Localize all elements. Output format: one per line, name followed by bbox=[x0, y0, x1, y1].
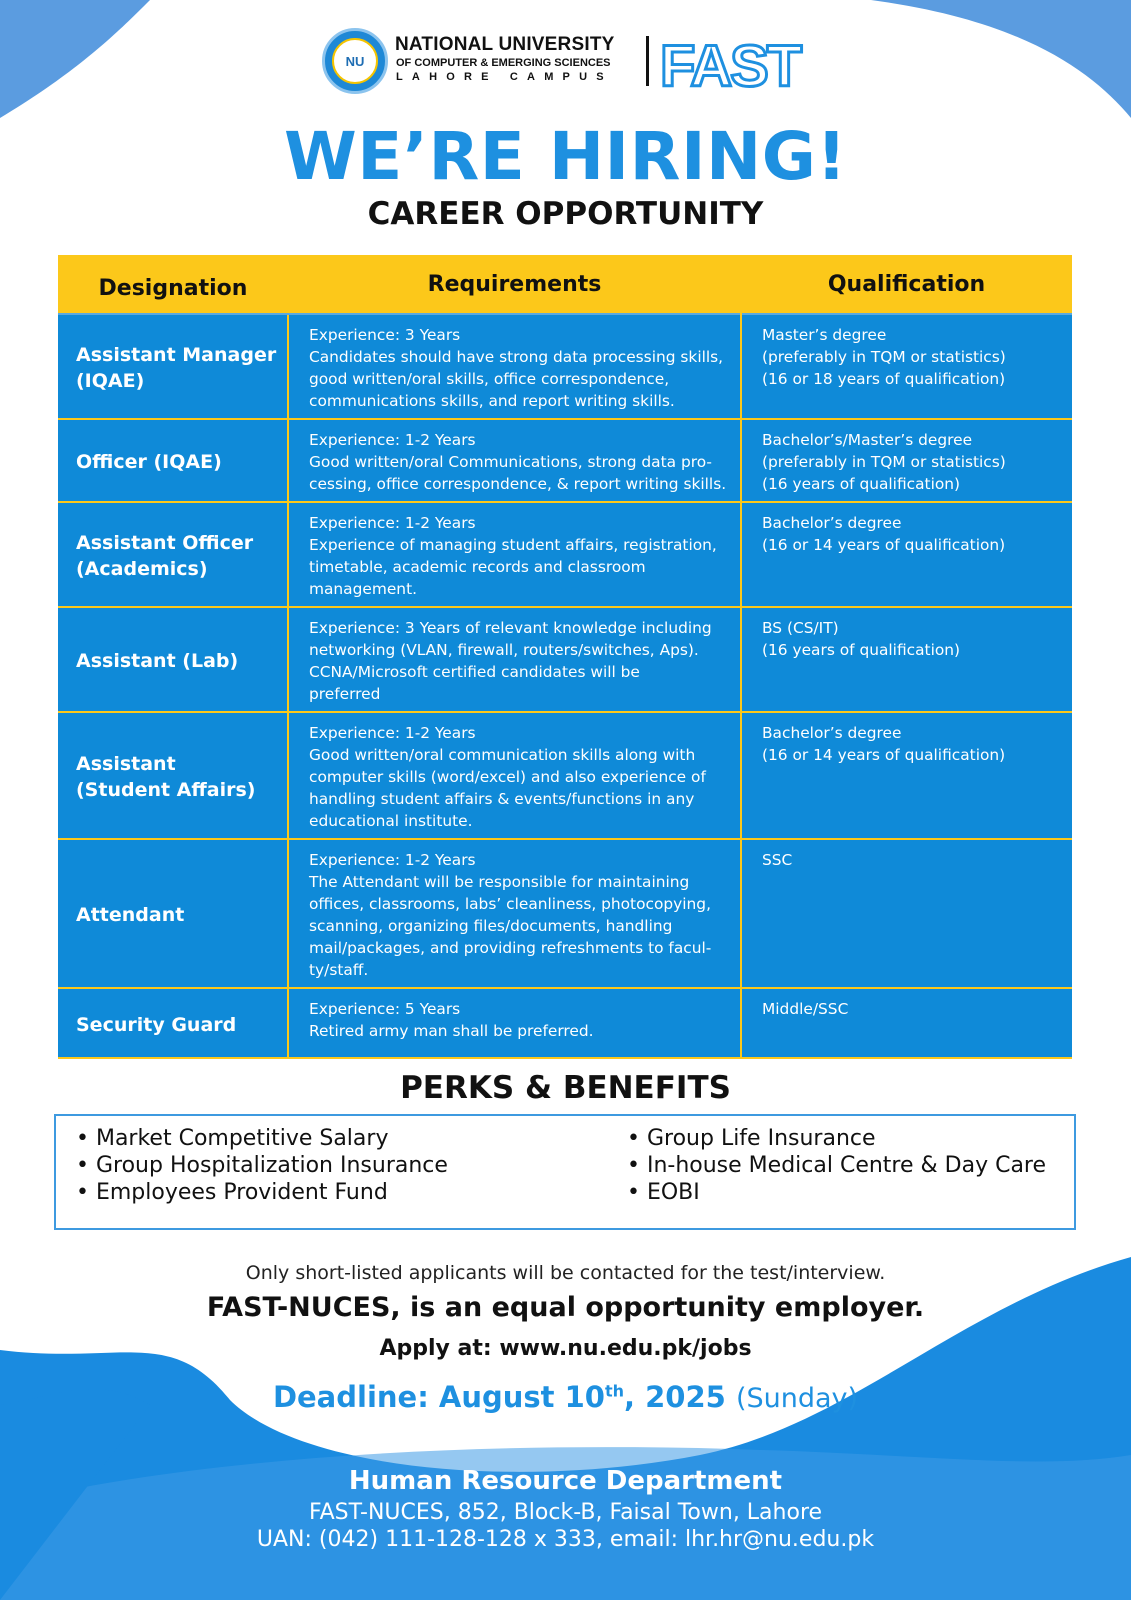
designation-cell bbox=[58, 419, 288, 502]
requirements-line: Good written/oral communication skills along with bbox=[309, 746, 696, 764]
designation-cell bbox=[58, 712, 288, 839]
header bbox=[0, 26, 1131, 98]
requirements-line: good written/oral skills, office correspondence, bbox=[309, 370, 670, 388]
table-row bbox=[58, 502, 1072, 607]
requirements-line: mail/packages, and providing refreshments to facul- bbox=[309, 939, 712, 957]
designation-line: (Student Affairs) bbox=[76, 779, 256, 801]
subheadline: CAREER OPPORTUNITY bbox=[367, 196, 764, 232]
perks-box bbox=[54, 1114, 1076, 1230]
qualification-cell bbox=[741, 419, 1072, 502]
deadline-date: Deadline: August 10 bbox=[272, 1380, 605, 1414]
qualification-line: Bachelor’s/Master’s degree bbox=[762, 431, 973, 449]
header-divider bbox=[646, 36, 649, 86]
requirements-cell bbox=[288, 607, 741, 712]
table-row bbox=[58, 712, 1072, 839]
requirements-line: Experience of managing student affairs, registration, bbox=[309, 536, 717, 554]
qualification-cell bbox=[741, 712, 1072, 839]
requirements-line: Experience: 3 Years bbox=[309, 326, 461, 344]
qualification-line: SSC bbox=[762, 851, 793, 869]
hr-department-title: Human Resource Department bbox=[348, 1466, 783, 1496]
requirements-line: management. bbox=[309, 580, 417, 598]
perk-item: • Market Competitive Salary bbox=[76, 1126, 389, 1151]
table-row bbox=[58, 839, 1072, 988]
apply-text[interactable]: Apply at: www.nu.edu.pk/jobs bbox=[379, 1336, 752, 1361]
requirements-line: preferred bbox=[309, 685, 381, 703]
column-header: Designation bbox=[58, 255, 288, 314]
designation-line: Assistant (Lab) bbox=[76, 650, 239, 672]
requirements-line: Candidates should have strong data processing skills, bbox=[309, 348, 724, 366]
shortlist-note: Only short-listed applicants will be contacted for the test/interview. bbox=[245, 1262, 886, 1284]
requirements-line: The Attendant will be responsible for maintaining bbox=[309, 873, 690, 891]
perk-item: • Group Hospitalization Insurance bbox=[76, 1153, 448, 1178]
campus-name: LAHORE CAMPUS bbox=[396, 71, 613, 83]
column-header: Qualification bbox=[741, 255, 1072, 314]
qualification-line: (16 or 18 years of qualification) bbox=[762, 370, 1006, 388]
qualification-line: Master’s degree bbox=[762, 326, 887, 344]
equal-opportunity-statement: FAST-NUCES, is an equal opportunity employer. bbox=[206, 1292, 925, 1323]
requirements-line: Good written/oral Communications, strong data pro- bbox=[309, 453, 712, 471]
table-row bbox=[58, 314, 1072, 419]
requirements-line: computer skills (word/excel) and also experience of bbox=[309, 768, 706, 786]
designation-line: Attendant bbox=[76, 904, 185, 926]
requirements-line: offices, classrooms, labs’ cleanliness, photocopying, bbox=[309, 895, 711, 913]
qualification-cell bbox=[741, 314, 1072, 419]
requirements-line: Experience: 1-2 Years bbox=[309, 514, 476, 532]
requirements-line: communications skills, and report writing skills. bbox=[309, 392, 675, 410]
hr-contact: UAN: (042) 111-128-128 x 333, email: lhr.hr@nu.edu.pk bbox=[256, 1527, 875, 1552]
deadline-year: , 2025 bbox=[624, 1380, 726, 1414]
fast-logo-icon bbox=[660, 38, 804, 94]
designation-cell bbox=[58, 607, 288, 712]
university-seal-icon bbox=[322, 28, 388, 94]
perk-item: • Employees Provident Fund bbox=[76, 1180, 388, 1205]
designation-cell bbox=[58, 314, 288, 419]
fast-logo-text: FAST bbox=[660, 38, 801, 94]
qualification-line: Bachelor’s degree bbox=[762, 724, 902, 742]
requirements-line: Retired army man shall be preferred. bbox=[309, 1022, 594, 1040]
requirements-line: handling student affairs & events/functions in any bbox=[309, 790, 695, 808]
requirements-line: Experience: 1-2 Years bbox=[309, 724, 476, 742]
university-subtitle: OF COMPUTER & EMERGING SCIENCES bbox=[396, 57, 611, 69]
qualification-line: (preferably in TQM or statistics) bbox=[762, 453, 1006, 471]
designation-cell bbox=[58, 502, 288, 607]
requirements-line: timetable, academic records and classroom bbox=[309, 558, 646, 576]
table-row bbox=[58, 419, 1072, 502]
designation-line: (IQAE) bbox=[76, 370, 145, 392]
requirements-line: Experience: 1-2 Years bbox=[309, 851, 476, 869]
designation-line: (Academics) bbox=[76, 558, 208, 580]
designation-cell bbox=[58, 988, 288, 1058]
requirements-line: Experience: 1-2 Years bbox=[309, 431, 476, 449]
requirements-line: cessing, office correspondence, & report writing skills. bbox=[309, 475, 727, 493]
hr-address: FAST-NUCES, 852, Block-B, Faisal Town, Lahore bbox=[308, 1500, 823, 1525]
requirements-line: CCNA/Microsoft certified candidates will be bbox=[309, 663, 640, 681]
requirements-cell bbox=[288, 712, 741, 839]
designation-cell bbox=[58, 839, 288, 988]
requirements-line: ty/staff. bbox=[309, 961, 369, 979]
designation-line: Assistant Manager bbox=[76, 344, 277, 366]
requirements-line: Experience: 3 Years of relevant knowledge including bbox=[309, 619, 712, 637]
qualification-line: (preferably in TQM or statistics) bbox=[762, 348, 1006, 366]
requirements-cell bbox=[288, 839, 741, 988]
qualification-line: BS (CS/IT) bbox=[762, 619, 839, 637]
qualification-cell bbox=[741, 839, 1072, 988]
table-header-row bbox=[58, 255, 1072, 314]
designation-line: Security Guard bbox=[76, 1013, 237, 1036]
designation-line: Assistant bbox=[76, 753, 176, 775]
university-name: NATIONAL UNIVERSITY bbox=[395, 34, 615, 55]
perk-item: • Group Life Insurance bbox=[627, 1126, 876, 1151]
qualification-line: (16 or 14 years of qualification) bbox=[762, 746, 1006, 764]
table-row bbox=[58, 988, 1072, 1058]
qualification-line: Middle/SSC bbox=[762, 1000, 849, 1018]
deadline-ordinal: th bbox=[604, 1381, 625, 1401]
qualification-cell bbox=[741, 502, 1072, 607]
qualification-line: Bachelor’s degree bbox=[762, 514, 902, 532]
table-row bbox=[58, 607, 1072, 712]
qualification-line: (16 years of qualification) bbox=[762, 475, 961, 493]
designation-line: Officer (IQAE) bbox=[76, 451, 222, 473]
perk-item: • EOBI bbox=[627, 1180, 700, 1205]
requirements-cell bbox=[288, 502, 741, 607]
requirements-line: educational institute. bbox=[309, 812, 473, 830]
requirements-line: networking (VLAN, firewall, routers/switches, Aps). bbox=[309, 641, 699, 659]
requirements-cell bbox=[288, 314, 741, 419]
qualification-line: (16 or 14 years of qualification) bbox=[762, 536, 1006, 554]
designation-line: Assistant Officer bbox=[76, 532, 254, 554]
perk-item: • In-house Medical Centre & Day Care bbox=[627, 1153, 1047, 1178]
perks-title: PERKS & BENEFITS bbox=[400, 1070, 731, 1106]
requirements-cell bbox=[288, 419, 741, 502]
deadline bbox=[0, 1380, 1131, 1414]
column-header: Requirements bbox=[288, 255, 741, 314]
jobs-table bbox=[58, 255, 1072, 1059]
requirements-line: scanning, organizing files/documents, handling bbox=[309, 917, 673, 935]
deadline-day: (Sunday) bbox=[735, 1383, 859, 1414]
qualification-cell bbox=[741, 607, 1072, 712]
requirements-cell bbox=[288, 988, 741, 1058]
qualification-cell bbox=[741, 988, 1072, 1058]
requirements-line: Experience: 5 Years bbox=[309, 1000, 461, 1018]
apply-link[interactable] bbox=[0, 1336, 1131, 1361]
seal-center: NU bbox=[332, 38, 378, 84]
headline: WE’RE HIRING! bbox=[283, 118, 848, 195]
qualification-line: (16 years of qualification) bbox=[762, 641, 961, 659]
